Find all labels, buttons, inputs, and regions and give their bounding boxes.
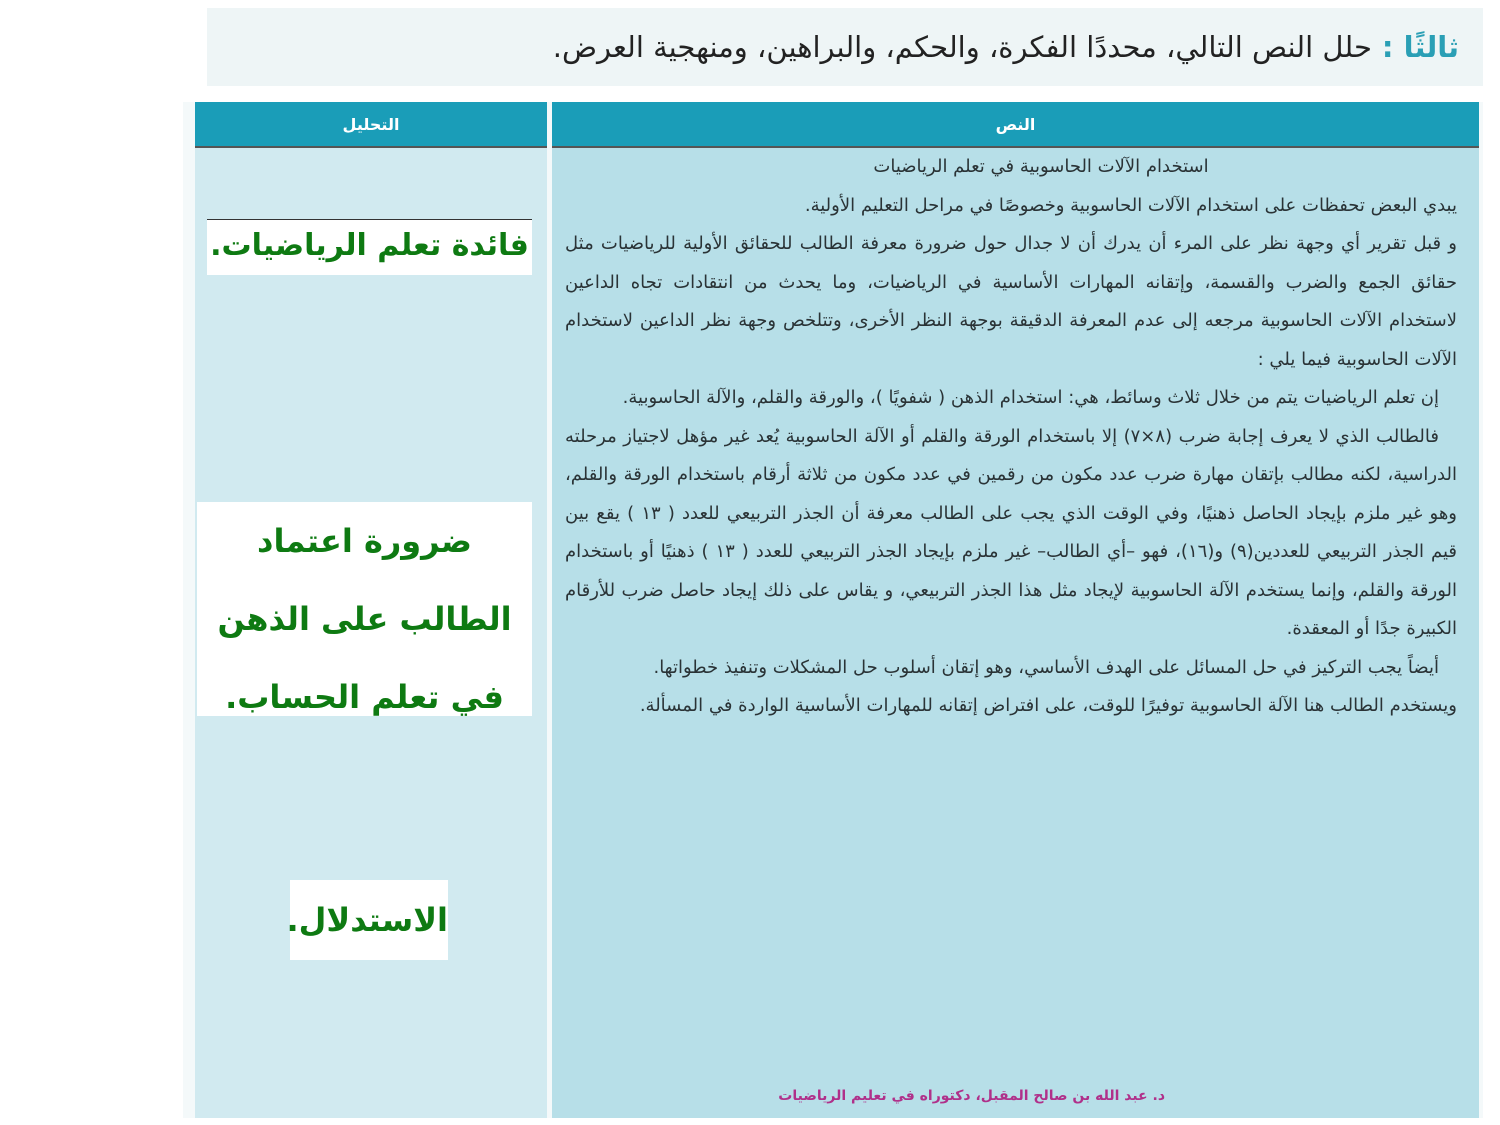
question-text: حلل النص التالي، محددًا الفكرة، والحكم، والبراهين، ومنهجية العرض.: [552, 30, 1372, 64]
passage-paragraph-6: ويستخدم الطالب هنا الآلة الحاسوبية توفيرًا للوقت، على افتراض إتقانه للمهارات الأساسية الواردة في المسألة.: [639, 695, 1457, 716]
passage-paragraph-1: يبدي البعض تحفظات على استخدام الآلات الحاسوبية وخصوصًا في مراحل التعليم الأولية.: [804, 194, 1457, 216]
passage-paragraph-5: أيضاً يجب التركيز في حل المسائل على الهدف الأساسي، وهو إتقان أسلوب حل المشكلات وتنفيذ خطواتها.: [653, 656, 1439, 678]
passage-paragraph-4: فالطالب الذي لا يعرف إجابة ضرب (٨×٧) إلا باستخدام الورقة والقلم أو الآلة الحاسوبية يُعد غير مؤهل لاجتياز مرحلته الدراسية، لكنه مطالب بإتقان مهارة ضرب عدد مكون من رقمين في عدد مكون من ثلاثة أرقام باستخدام الورقة والقلم، وهو غير ملزم بإيجاد الحاصل ذهنيًا، وفي الوقت الذي يجب على الطالب معرفة أن الجذر التربيعي للعدد ( ١٣ ) يقع بين قيم الجذر التربيعي للعددين(٩) و(١٦)، فهو –أي الطالب– غير ملزم بإيجاد الجذر التربيعي للعدد ( ١٣ ) ذهنيًا أو باستخدام الورقة والقلم، وإنما يستخدم الآلة الحاسوبية لإيجاد مثل هذا الجذر التربيعي، و يقاس على ذلك إيجاد حاصل ضرب للأرقام الكبيرة جدًا أو المعقدة.: [565, 425, 1457, 639]
passage-paragraph-3: إن تعلم الرياضيات يتم من خلال ثلاث وسائط، هي: استخدام الذهن ( شفويًا )، والورقة والقلم، والآلة الحاسوبية.: [622, 387, 1439, 408]
analysis-table: [183, 102, 1483, 1118]
question-box: [207, 8, 1483, 86]
passage: [565, 148, 1457, 726]
question-lead: ثالثًا :: [1381, 30, 1459, 64]
source-citation: د. عبد الله بن صالح المقبل، دكتوراه في تعليم الرياضيات: [778, 1088, 1165, 1104]
passage-title: استخدام الآلات الحاسوبية في تعلم الرياضيات: [873, 156, 1209, 177]
passage-paragraph-2: و قبل تقرير أي وجهة نظر على المرء أن يدرك أن لا جدال حول ضرورة معرفة الطالب للحقائق الأولية للرياضيات مثل حقائق الجمع والضرب والقسمة، وإتقانه المهارات الأساسية في الرياضيات، وما يحدث من انتقادات تجاه الداعين لاستخدام الآلات الحاسوبية مرجعه إلى عدم المعرفة الدقيقة بوجهة النظر الأخرى، وتتلخص وجهة نظر الداعين لاستخدام الآلات الحاسوبية فيما يلي :: [565, 233, 1457, 370]
header-text: النص: [552, 102, 1479, 148]
analysis-note-judgment: ضرورة اعتماد الطالب على الذهن في تعلم الحساب.: [197, 502, 532, 716]
header-analysis: التحليل: [195, 102, 547, 148]
analysis-note-method: الاستدلال.: [290, 880, 448, 960]
analysis-note-idea: فائدة تعلم الرياضيات.: [207, 219, 532, 275]
